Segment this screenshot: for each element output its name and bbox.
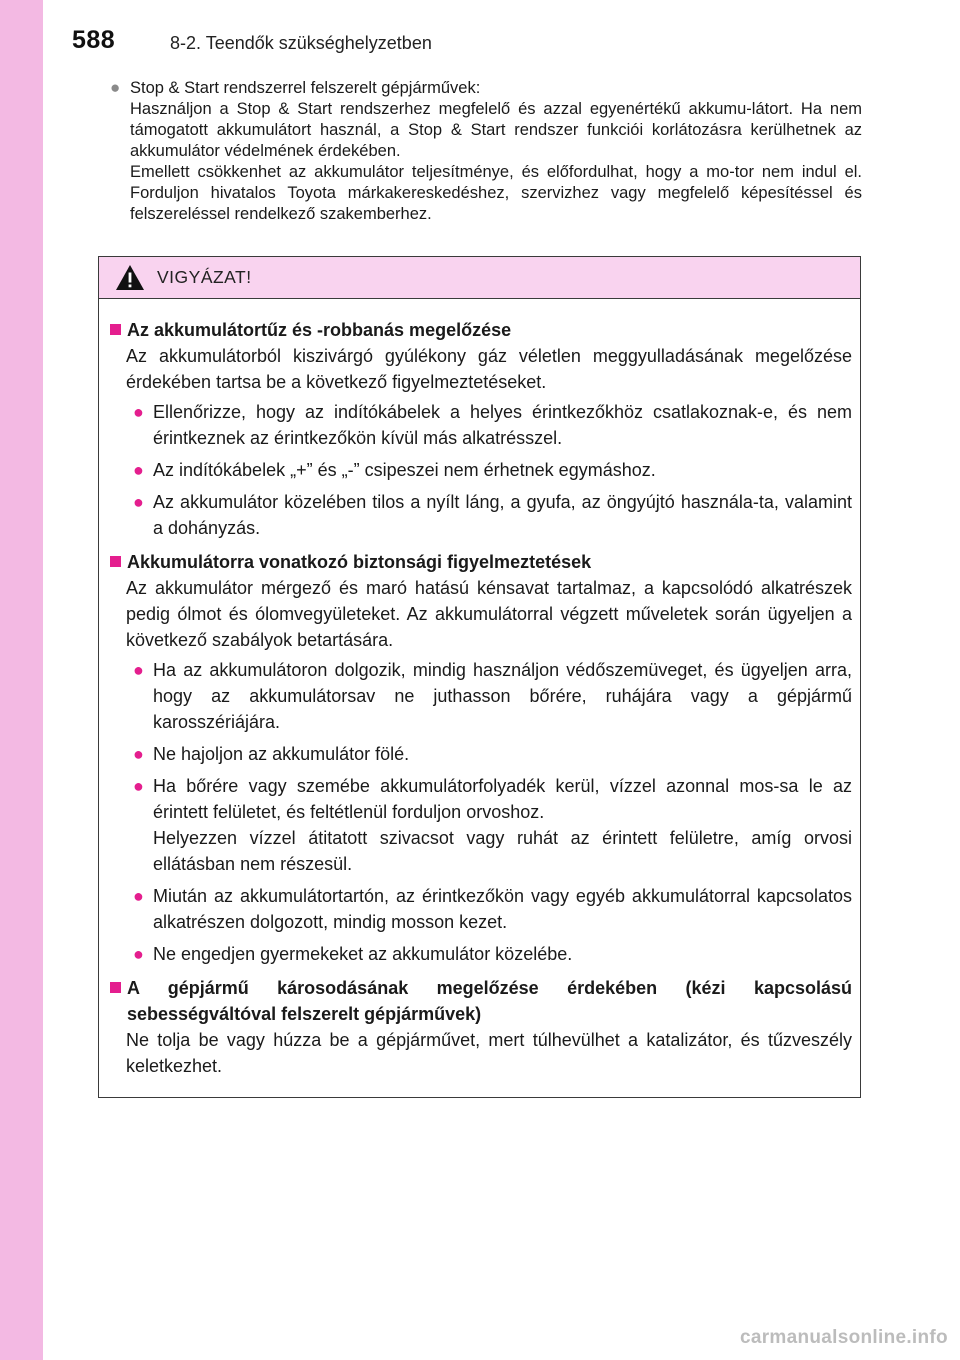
list-item-text <box>153 773 852 877</box>
list-item-text: Ne engedjen gyermekeket az akkumulátor közelébe. <box>153 944 573 964</box>
list-item-paragraph: Helyezzen vízzel átitatott szivacsot vagy ruhát az érintett felületre, amíg orvosi ellátásban nem részesül. <box>153 828 852 874</box>
side-color-band <box>0 0 43 1360</box>
list-item <box>133 883 852 935</box>
list-item-text: Ellenőrizze, hogy az indítókábelek a helyes érintkezőkhöz csatlakoznak-e, és nem érintkeznek az érintkezőkön kívül más alkatrésszel. <box>153 402 852 448</box>
list-item <box>133 741 852 767</box>
intro-note <box>110 78 862 225</box>
list-item <box>133 773 852 877</box>
list-item <box>133 941 852 967</box>
bullet-list <box>133 399 852 541</box>
pink-bullet-icon: ● <box>133 886 144 906</box>
warning-body <box>99 299 860 1079</box>
section-paragraph: Az akkumulátorból kiszivárgó gyúlékony gáz véletlen meggyulladásának megelőzése érdekében tartsa be a következő figyelmeztetéseket. <box>126 346 852 392</box>
square-bullet-icon <box>110 556 121 567</box>
square-bullet-icon <box>110 324 121 335</box>
section-heading <box>109 317 852 343</box>
section-heading-text: Az akkumulátortűz és -robbanás megelőzése <box>127 320 512 340</box>
intro-bullet <box>110 78 862 225</box>
section-heading <box>109 975 852 1027</box>
page-number: 588 <box>72 26 116 54</box>
intro-paragraph: Használjon a Stop & Start rendszerhez megfelelő és azzal egyenértékű akkumu-látort. Ha nem támogatott akkumulátort használ, a Stop & Start rendszer funkciói korlátozásra kerülhetnek az akkumulátor védelmének érdekében. <box>130 100 862 160</box>
warning-box <box>98 256 861 1098</box>
list-item <box>133 657 852 735</box>
list-item <box>133 457 852 483</box>
pink-bullet-icon: ● <box>133 402 144 422</box>
watermark: carmanualsonline.info <box>740 1327 948 1348</box>
warning-label: VIGYÁZAT! <box>157 267 252 287</box>
list-item-paragraph: Ha bőrére vagy szemébe akkumulátorfolyadék kerül, vízzel azonnal mos-sa le az érintett felületet, és feltétlenül forduljon orvoshoz. <box>153 776 852 822</box>
section-heading <box>109 549 852 575</box>
page-header <box>0 0 960 60</box>
pink-bullet-icon: ● <box>133 944 144 964</box>
pink-bullet-icon: ● <box>133 776 144 796</box>
list-item <box>133 489 852 541</box>
list-item-text: Az akkumulátor közelében tilos a nyílt láng, a gyufa, az öngyújtó használa-ta, valamint a dohányzás. <box>153 492 852 538</box>
warning-header <box>99 257 860 299</box>
pink-bullet-icon: ● <box>133 460 144 480</box>
pink-bullet-icon: ● <box>133 744 144 764</box>
warning-triangle-icon <box>115 263 147 293</box>
pink-bullet-icon: ● <box>133 492 144 512</box>
square-bullet-icon <box>110 982 121 993</box>
section-heading-text: A gépjármű károsodásának megelőzése érdekében (kézi kapcsolású sebességváltóval felszerelt gépjárművek) <box>127 978 852 1024</box>
pink-bullet-icon: ● <box>133 660 144 680</box>
list-item-text: Ha az akkumulátoron dolgozik, mindig használjon védőszemüveget, és ügyeljen arra, hogy az akkumulátorsav ne juthasson bőrére, ruhájára vagy a gépjármű karosszériájára. <box>153 660 852 732</box>
section-paragraph: Ne tolja be vagy húzza be a gépjárművet, mert túlhevülhet a katalizátor, és tűzveszély keletkezhet. <box>126 1030 852 1076</box>
section-heading-text: Akkumulátorra vonatkozó biztonsági figyelmeztetések <box>127 552 592 572</box>
list-item-text: Miután az akkumulátortartón, az érintkezőkön vagy egyéb akkumulátorral kapcsolatos alkatrészen dolgozott, mindig mosson kezet. <box>153 886 852 932</box>
list-item <box>133 399 852 451</box>
bullet-list <box>133 657 852 967</box>
list-item-text: Az indítókábelek „+” és „-” csipeszei nem érhetnek egymáshoz. <box>153 460 656 480</box>
intro-paragraph: Stop & Start rendszerrel felszerelt gépjárművek: <box>130 79 481 97</box>
intro-text <box>130 78 862 225</box>
section-paragraph: Az akkumulátor mérgező és maró hatású kénsavat tartalmaz, a kapcsolódó alkatrészek pedig ólmot és ólomvegyületeket. Az akkumulátorral végzett műveletek során ügyeljen a következő szabályok betartására. <box>126 578 852 650</box>
gray-bullet-icon: ● <box>110 78 121 97</box>
intro-paragraph: Emellett csökkenhet az akkumulátor teljesítménye, és előfordulhat, hogy a mo-tor nem indul el. Forduljon hivatalos Toyota márkakereskedéshez, szervizhez vagy megfelelő képesítéssel és felszereléssel rendelkező szakemberhez. <box>130 163 862 223</box>
list-item-text: Ne hajoljon az akkumulátor fölé. <box>153 744 410 764</box>
section-title: 8-2. Teendők szükséghelyzetben <box>170 33 432 53</box>
